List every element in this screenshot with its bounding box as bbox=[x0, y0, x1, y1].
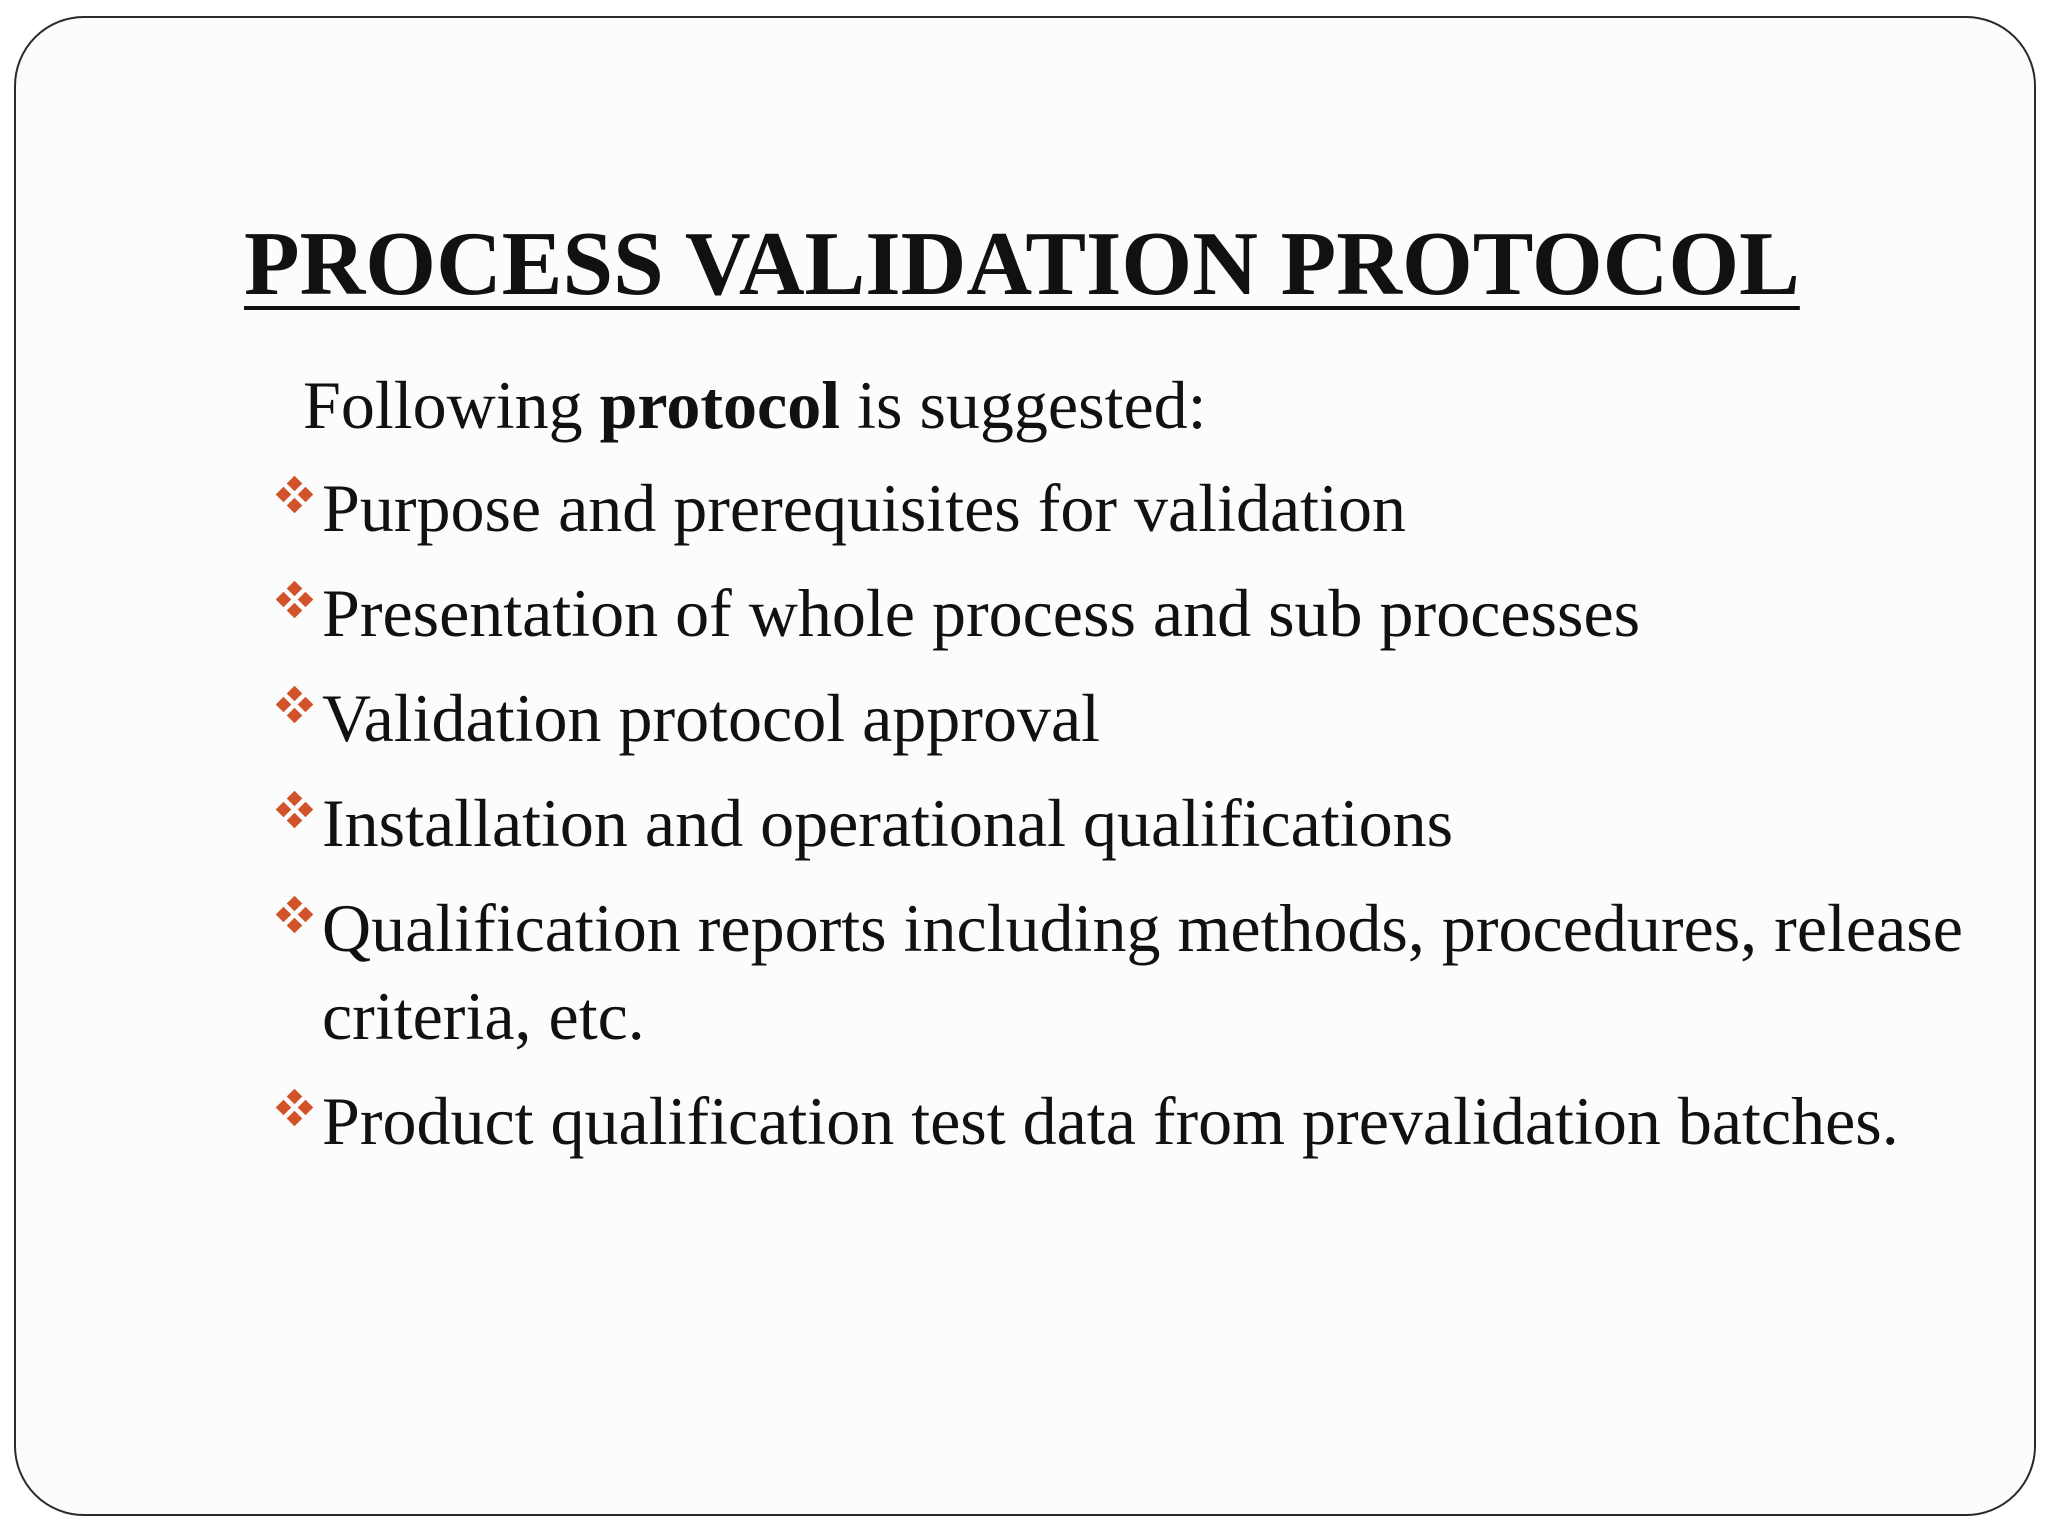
bullet-text: Installation and operational qualifications bbox=[322, 785, 1454, 861]
bullet-text: Validation protocol approval bbox=[322, 680, 1101, 756]
bullet-text: Presentation of whole process and sub processes bbox=[322, 575, 1641, 651]
bullet-text: Qualification reports including methods, procedures, release criteria, etc. bbox=[322, 890, 1963, 1054]
bullet-item bbox=[270, 1077, 1970, 1165]
diamond-bullet-icon bbox=[270, 789, 322, 841]
bullet-item bbox=[270, 779, 1970, 867]
slide-title: PROCESS VALIDATION PROTOCOL bbox=[244, 213, 1800, 314]
diamond-bullet-icon bbox=[270, 894, 322, 946]
diamond-bullet-icon bbox=[270, 1087, 322, 1139]
diamond-bullet-icon bbox=[270, 474, 322, 526]
bullet-item bbox=[270, 674, 1970, 762]
bullet-text: Product qualification test data from prevalidation batches. bbox=[322, 1083, 1899, 1159]
bullet-item bbox=[270, 569, 1970, 657]
intro-before: Following bbox=[303, 367, 600, 443]
intro-bold-keyword: protocol bbox=[599, 367, 841, 443]
bullet-item bbox=[270, 464, 1970, 552]
diamond-bullet-icon bbox=[270, 579, 322, 631]
diamond-bullet-icon bbox=[270, 684, 322, 736]
slide-frame bbox=[14, 16, 2036, 1516]
bullet-item bbox=[270, 884, 1970, 1060]
intro-after: is suggested: bbox=[840, 367, 1207, 443]
intro-text bbox=[303, 366, 1207, 444]
bullet-text: Purpose and prerequisites for validation bbox=[322, 470, 1406, 546]
